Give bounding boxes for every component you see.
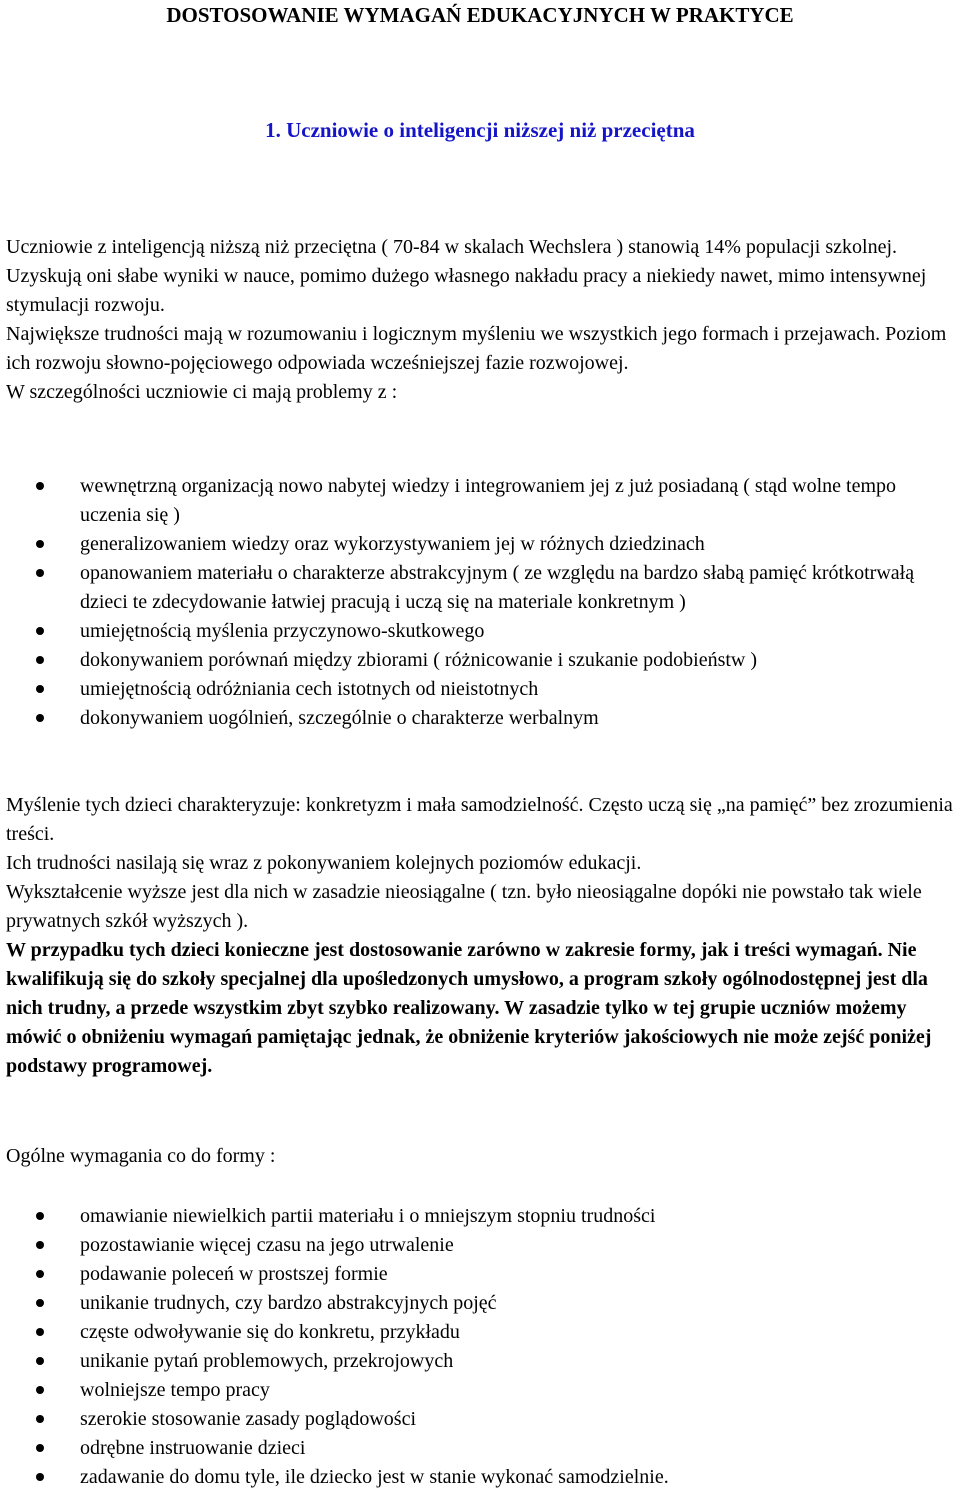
list-item bbox=[6, 1405, 954, 1434]
list-item bbox=[6, 1376, 954, 1405]
summary-bold-paragraph: W przypadku tych dzieci konieczne jest dostosowanie zarówno w zakresie formy, jak i treści wymagań. Nie kwalifikują się do szkoły specjalnej dla upośledzonych umysłowo, a program szkoły ogólnodostępnej jest dla nich trudny, a przede wszystkim zbyt szybko realizowany. W zasadzie tylko w tej grupie uczniów możemy mówić o obniżeniu wymagań pamiętając jednak, że obniżenie kryteriów jakościowych nie może zejść poniżej podstawy programowej. bbox=[6, 939, 932, 1077]
list-item bbox=[6, 617, 954, 646]
bullet-icon bbox=[36, 1212, 44, 1220]
list-item bbox=[6, 1318, 954, 1347]
intro-section bbox=[6, 233, 954, 407]
list-item bbox=[6, 1289, 954, 1318]
form-requirements-heading: Ogólne wymagania co do formy : bbox=[6, 1145, 276, 1167]
list-item bbox=[6, 559, 954, 617]
list-item bbox=[6, 704, 954, 733]
list-item-text: unikanie trudnych, czy bardzo abstrakcyjnych pojęć bbox=[80, 1292, 497, 1314]
summary-paragraph-2: Ich trudności nasilają się wraz z pokonywaniem kolejnych poziomów edukacji. bbox=[6, 852, 642, 874]
list-item bbox=[6, 472, 954, 530]
problems-list-section bbox=[6, 472, 954, 733]
intro-paragraph-2: Największe trudności mają w rozumowaniu i logicznym myśleniu we wszystkich jego formach i przejawach. Poziom ich rozwoju słowno-pojęciowego odpowiada wcześniejszej fazie rozwojowej. bbox=[6, 323, 947, 374]
list-item bbox=[6, 675, 954, 704]
bullet-icon bbox=[36, 1473, 44, 1481]
bullet-icon bbox=[36, 1444, 44, 1452]
list-item bbox=[6, 1434, 954, 1463]
bullet-icon bbox=[36, 1299, 44, 1307]
bullet-icon bbox=[36, 569, 44, 577]
bullet-icon bbox=[36, 1241, 44, 1249]
list-item-text: umiejętnością myślenia przyczynowo-skutkowego bbox=[80, 620, 485, 642]
summary-section bbox=[6, 791, 954, 1081]
form-requirements-section bbox=[6, 1202, 954, 1492]
bullet-icon bbox=[36, 685, 44, 693]
list-item-text: pozostawianie więcej czasu na jego utrwalenie bbox=[80, 1234, 454, 1256]
list-item bbox=[6, 1260, 954, 1289]
list-item-text: dokonywaniem uogólnień, szczególnie o charakterze werbalnym bbox=[80, 707, 599, 729]
list-item-text: wolniejsze tempo pracy bbox=[80, 1379, 270, 1401]
summary-paragraph-1: Myślenie tych dzieci charakteryzuje: konkretyzm i mała samodzielność. Często uczą się „na pamięć” bez zrozumienia treści. bbox=[6, 794, 953, 845]
list-item bbox=[6, 1347, 954, 1376]
list-item bbox=[6, 1463, 954, 1492]
list-item bbox=[6, 1231, 954, 1260]
bullet-icon bbox=[36, 1415, 44, 1423]
list-item-text: podawanie poleceń w prostszej formie bbox=[80, 1263, 388, 1285]
bullet-icon bbox=[36, 1357, 44, 1365]
list-item-text: wewnętrzną organizacją nowo nabytej wiedzy i integrowaniem jej z już posiadaną ( stąd wolne tempo uczenia się ) bbox=[80, 475, 897, 526]
list-item-text: odrębne instruowanie dzieci bbox=[80, 1437, 306, 1459]
problems-list bbox=[6, 472, 954, 733]
bullet-icon bbox=[36, 1328, 44, 1336]
section-heading: 1. Uczniowie o inteligencji niższej niż przeciętna bbox=[265, 118, 695, 142]
list-item-text: szerokie stosowanie zasady poglądowości bbox=[80, 1408, 417, 1430]
form-requirements-list bbox=[6, 1202, 954, 1492]
form-requirements-heading-section bbox=[6, 1142, 954, 1171]
bullet-icon bbox=[36, 627, 44, 635]
list-item bbox=[6, 1202, 954, 1231]
bullet-icon bbox=[36, 1386, 44, 1394]
bullet-icon bbox=[36, 540, 44, 548]
list-item-text: dokonywaniem porównań między zbiorami ( różnicowanie i szukanie podobieństw ) bbox=[80, 649, 758, 671]
list-item-text: częste odwoływanie się do konkretu, przykładu bbox=[80, 1321, 460, 1343]
intro-paragraph-3: W szczególności uczniowie ci mają problemy z : bbox=[6, 381, 398, 403]
list-item-text: zadawanie do domu tyle, ile dziecko jest w stanie wykonać samodzielnie. bbox=[80, 1466, 669, 1488]
intro-paragraph-1: Uczniowie z inteligencją niższą niż przeciętna ( 70-84 w skalach Wechslera ) stanowią 14% populacji szkolnej. Uzyskują oni słabe wyniki w nauce, pomimo dużego własnego nakładu pracy a niekiedy nawet, mimo intensywnej stymulacji rozwoju. bbox=[6, 236, 927, 316]
summary-paragraph-3: Wykształcenie wyższe jest dla nich w zasadzie nieosiągalne ( tzn. było nieosiągalne dopóki nie powstało tak wiele prywatnych szkół wyższych ). bbox=[6, 881, 922, 932]
bullet-icon bbox=[36, 656, 44, 664]
bullet-icon bbox=[36, 714, 44, 722]
list-item-text: unikanie pytań problemowych, przekrojowych bbox=[80, 1350, 454, 1372]
bullet-icon bbox=[36, 482, 44, 490]
list-item-text: opanowaniem materiału o charakterze abstrakcyjnym ( ze względu na bardzo słabą pamięć krótkotrwałą dzieci te zdecydowanie łatwiej pracują i uczą się na materiale konkretnym ) bbox=[80, 562, 915, 613]
document-title: DOSTOSOWANIE WYMAGAŃ EDUKACYJNYCH W PRAKTYCE bbox=[166, 3, 794, 27]
list-item bbox=[6, 530, 954, 559]
bullet-icon bbox=[36, 1270, 44, 1278]
list-item-text: generalizowaniem wiedzy oraz wykorzystywaniem jej w różnych dziedzinach bbox=[80, 533, 705, 555]
list-item-text: umiejętnością odróżniania cech istotnych od nieistotnych bbox=[80, 678, 539, 700]
list-item bbox=[6, 646, 954, 675]
list-item-text: omawianie niewielkich partii materiału i o mniejszym stopniu trudności bbox=[80, 1205, 656, 1227]
